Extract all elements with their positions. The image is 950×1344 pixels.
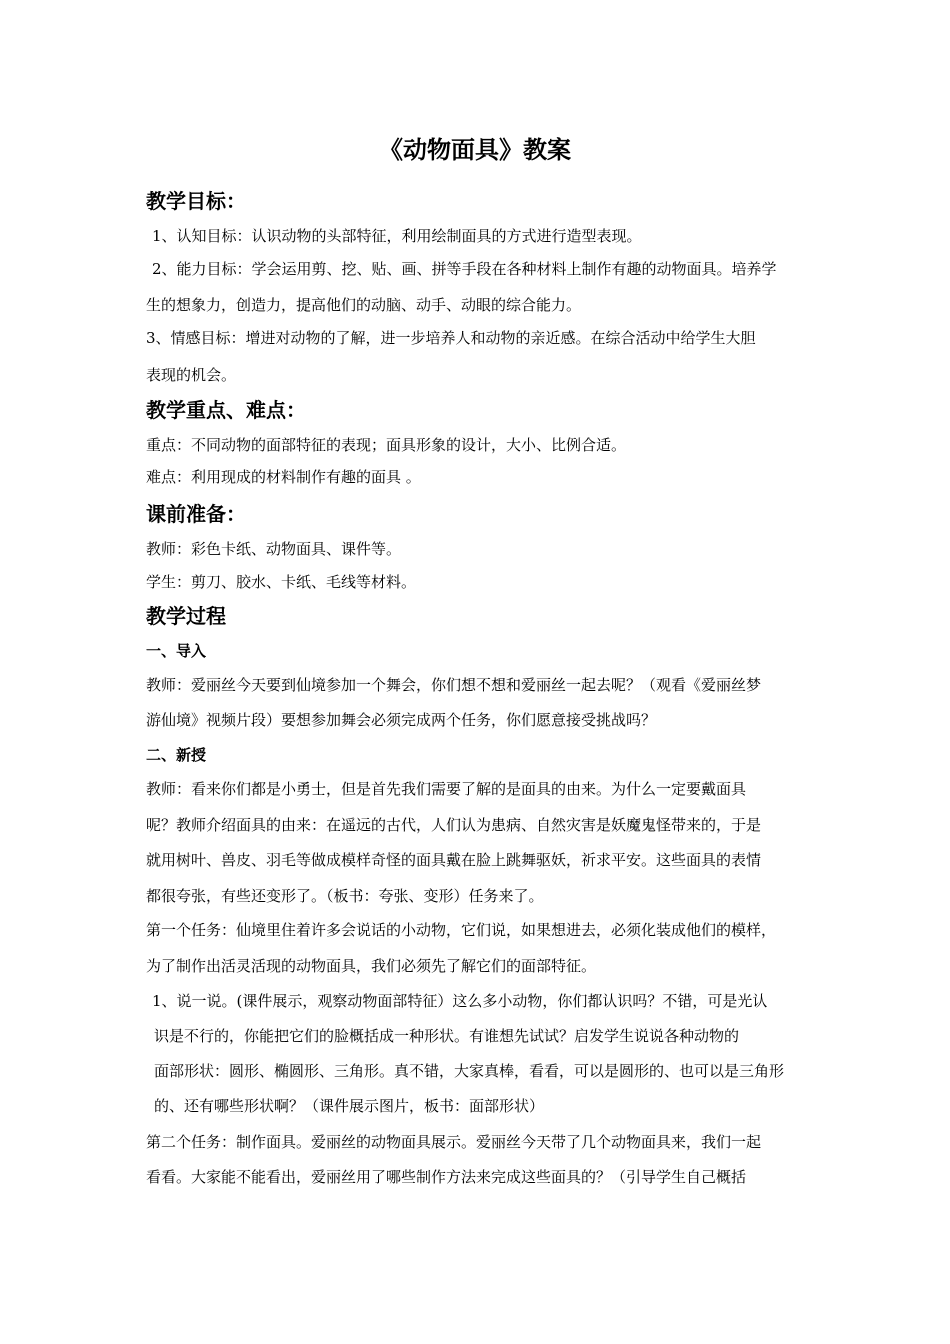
new-lesson-line: 识是不行的，你能把它们的脸概括成一种形状。有谁想先试试？启发学生说说各种动物的 <box>154 1027 740 1045</box>
preparation-heading: 课前准备： <box>146 502 246 526</box>
key-points-heading: 教学重点、难点： <box>146 398 306 422</box>
objectives-heading: 教学目标： <box>146 189 246 213</box>
new-lesson-line: 第一个任务：仙境里住着许多会说话的小动物，它们说，如果想进去，必须化装成他们的模样， <box>146 921 777 939</box>
preparation-line: 教师：彩色卡纸、动物面具、课件等。 <box>146 540 402 558</box>
objectives-line: 生的想象力，创造力，提高他们的动脑、动手、动眼的综合能力。 <box>146 296 582 314</box>
process-heading: 教学过程 <box>146 604 226 628</box>
intro-line: 游仙境》视频片段）要想参加舞会必须完成两个任务，你们愿意接受挑战吗？ <box>146 711 657 729</box>
objectives-line: 表现的机会。 <box>146 366 237 384</box>
new-lesson-line: 呢？教师介绍面具的由来：在遥远的古代，人们认为患病、自然灾害是妖魔鬼怪带来的，于是 <box>146 816 762 834</box>
new-lesson-line: 的、还有哪些形状啊？（课件展示图片，板书：面部形状） <box>154 1097 545 1115</box>
preparation-line: 学生：剪刀、胶水、卡纸、毛线等材料。 <box>146 573 417 591</box>
new-lesson-line: 面部形状：圆形、椭圆形、三角形。真不错，大家真棒，看看，可以是圆形的、也可以是三角形 <box>154 1062 785 1080</box>
key-points-line: 重点：不同动物的面部特征的表现；面具形象的设计，大小、比例合适。 <box>146 436 627 454</box>
new-lesson-line: 就用树叶、兽皮、羽毛等做成模样奇怪的面具戴在脸上跳舞驱妖，祈求平安。这些面具的表情 <box>146 851 762 869</box>
key-points-line: 难点：利用现成的材料制作有趣的面具 。 <box>146 468 421 486</box>
intro-heading: 一、导入 <box>146 642 207 660</box>
new-lesson-line: 教师：看来你们都是小勇士，但是首先我们需要了解的是面具的由来。为什么一定要戴面具 <box>146 780 747 798</box>
new-lesson-heading: 二、新授 <box>146 746 207 764</box>
document-title: 《动物面具》教案 <box>379 136 571 164</box>
new-lesson-line: 第二个任务：制作面具。爱丽丝的动物面具展示。爱丽丝今天带了几个动物面具来，我们一起 <box>146 1133 762 1151</box>
new-lesson-line: 看看。大家能不能看出，爱丽丝用了哪些制作方法来完成这些面具的？（引导学生自己概括 <box>146 1168 747 1186</box>
objectives-line: 3、情感目标：增进对动物的了解，进一步培养人和动物的亲近感。在综合活动中给学生大胆 <box>146 329 756 347</box>
new-lesson-line: 1、说一说。(课件展示，观察动物面部特征）这么多小动物，你们都认识吗？不错，可是光认 <box>152 992 768 1010</box>
new-lesson-line: 为了制作出活灵活现的动物面具，我们必须先了解它们的面部特征。 <box>146 957 597 975</box>
intro-line: 教师：爱丽丝今天要到仙境参加一个舞会，你们想不想和爱丽丝一起去呢？（观看《爱丽丝梦 <box>146 676 762 694</box>
new-lesson-line: 都很夸张，有些还变形了。（板书：夸张、变形）任务来了。 <box>146 887 544 905</box>
objectives-line: 2、能力目标：学会运用剪、挖、贴、画、拼等手段在各种材料上制作有趣的动物面具。培养学 <box>152 260 777 278</box>
objectives-line: 1、认知目标：认识动物的头部特征，利用绘制面具的方式进行造型表现。 <box>152 227 642 245</box>
